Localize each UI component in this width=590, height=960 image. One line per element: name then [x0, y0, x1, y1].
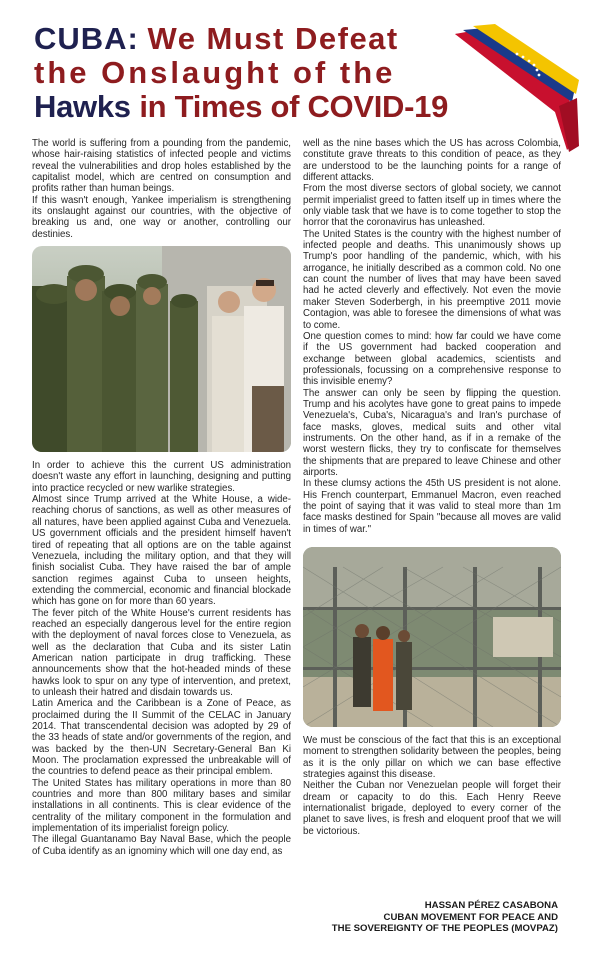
paragraph: Latin America and the Caribbean is a Zone of Peace, as proclaimed during the II Summit of the CELAC in January 2014. That transcendental decision was adopted by 29 of the 33 heads of state and/or governments of the region, and was backed by the then-UN Secretary-General Ban Ki Moon. The proclamation expressed the unbreakable will of the countries to defend peace as their principal emblem. — [32, 698, 291, 778]
title-line-3 — [34, 90, 474, 124]
title-line-1 — [34, 22, 474, 56]
paragraph: The United States has military operations in more than 80 countries and more than 800 military bases and similar installations in all continents. This is clear evidence of the centrality of the military component in the formulation and implementation of its imperialist foreign policy. — [32, 777, 291, 835]
paragraph: The illegal Guantanamo Bay Naval Base, which the people of Cuba identify as an ignominy which will one day end, as — [32, 834, 291, 857]
author-signature — [332, 900, 558, 935]
article-title — [34, 22, 474, 124]
paragraph: We must be conscious of the fact that this is an exceptional moment to strengthen solidarity between the peoples, being as it is the only pillar on which we can base effective strategies against this disease. — [303, 735, 561, 781]
paragraph: well as the nine bases which the US has across Colombia, constitute grave threats to this condition of peace, as they are understood to be the launching points for a range of different attacks. — [303, 138, 561, 184]
title-covid: in Times of COVID-19 — [139, 89, 449, 124]
left-column — [32, 138, 291, 857]
right-column — [303, 138, 561, 837]
title-line-2: the Onslaught of the — [34, 55, 396, 90]
soldiers-photo — [32, 246, 291, 452]
title-cuba: CUBA: — [34, 21, 139, 56]
paragraph: Almost since Trump arrived at the White House, a wide-reaching chorus of sanctions, as well as other measures of all natures, have been applied against Cuba and Venezuela. US government officials and the president himself haven't tired of repeating that all options are on the table against Venezuela, including the military option, and that they will finish socialist Cuba. They have raised the bar of ample sanction regimes against Cuba to unseen heights, extending the commercial, economic and financial blockade which has gone on for more than 60 years. — [32, 494, 291, 608]
prison-fence-image — [303, 547, 561, 727]
author-organization-line-1: CUBAN MOVEMENT FOR PEACE AND — [383, 911, 558, 923]
title-must-defeat: We Must Defeat — [147, 21, 399, 56]
paragraph: The world is suffering from a pounding from the pandemic, whose hair-raising statistics of infected people and victims reveal the vulnerabilities and drop holes established by the capitalist model, which are centred on consumption and profits rather than human beings. — [32, 138, 291, 195]
author-name: HASSAN PÉREZ CASABONA — [424, 900, 558, 911]
paragraph: If this wasn't enough, Yankee imperialism is strengthening its onslaught against our countries, with the objective of breaking us and, one way or another, controlling our destinies. — [32, 194, 291, 240]
title-hawks: Hawks — [34, 89, 131, 124]
paragraph: In order to achieve this the current US administration doesn't waste any effort in launching, designing and putting into practice recycled or new warlike strategies. — [32, 460, 291, 494]
paragraph: The fever pitch of the White House's current residents has reached an especially dangerous level for the entire region with the deployment of naval forces close to Venezuela, as well as the declaration that Cuba and its sister Latin American nation participate in drug trafficking. These announcements show that the hot-headed minds of these hawks look to spur on any type of intervention, and pretext, to unleash their hatred and disdain towards us. — [32, 607, 291, 698]
soldiers-handshake-image — [32, 246, 291, 452]
guantanamo-photo — [303, 547, 561, 727]
paragraph: One question comes to mind: how far could we have come if the US government had backed cooperation and exchange between global academics, scientists and professionals, focussing on a comprehensive response to this invisible enemy? — [303, 330, 561, 388]
paragraph: In these clumsy actions the 45th US president is not alone. His French counterpart, Emmanuel Macron, even reached the point of saying that it was valid to steal more than 1m face masks destined for Spain "because all moves are valid in times of war." — [303, 478, 561, 535]
venezuela-flag-ribbon-icon — [455, 24, 585, 154]
paragraph: From the most diverse sectors of global society, we cannot permit imperialist greed to fatten itself up in times where the only viable task that we have is to come together to stop the horror that the coronavirus has unleashed. — [303, 183, 561, 229]
paragraph: The answer can only be seen by flipping the question. Trump and his acolytes have gone to great pains to impede Venezuela's, Cuba's, Nicaragua's and Iran's purchase of face masks, gloves, medical suits and other vital instruments. On the other hand, as if in a remake of the worst western flicks, they try to confiscate for themselves the shipments that are prepared to leave Chinese and other airports. — [303, 387, 561, 478]
paragraph: The United States is the country with the highest number of infected people and deaths. This unanimously shows up Trump's poor handling of the pandemic, which, with his arrogance, he initially described as a common cold. No one can count the number of lives that may have been saved had he acted cleverly and effectively. Not even the movie maker Steven Soderbergh, in his preemptive 2011 movie Contagion, was able to foresee the dimensions of what was to come. — [303, 228, 561, 331]
paragraph: Neither the Cuban nor Venezuelan people will forget their dream or capacity to do this. Each Henry Reeve internationalist brigade, deployed to every corner of the planet to save lives, is fresh and eloquent proof that we will be victorious. — [303, 780, 561, 837]
author-organization-line-2: THE SOVEREIGNTY OF THE PEOPLES (MOVPAZ) — [331, 923, 558, 934]
